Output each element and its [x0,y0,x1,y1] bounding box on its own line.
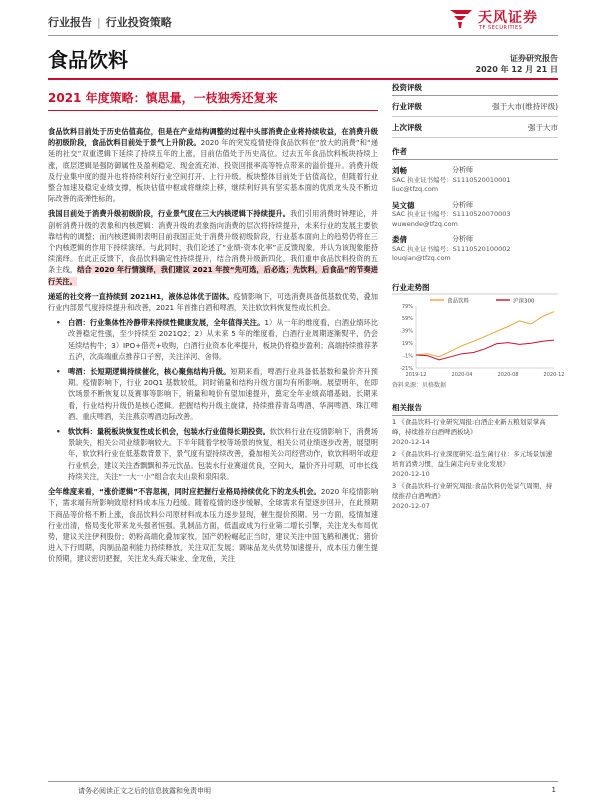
related-report-item[interactable] [392,449,558,479]
legend-label: 食品饮料 [447,298,470,305]
p1-lead: 食品饮料目前处于历史估值高位，但是在产业结构调整的过程中头部消费企业将持续收益，在消费升级的初级阶段，食品饮料目前处于景气上升阶段。 [48,127,378,148]
related-report-title[interactable]: 1 《食品饮料-行业研究周报:白酒企业新五粮划景掌高峰，持续推荐白酒啤酒板块》 [392,418,546,436]
industry-rating-row [392,96,558,117]
analyst-1 [392,166,558,195]
analyst-sac: SAC 执业证书编号：S1110520070003 [392,210,511,218]
series-line [416,312,554,357]
x-tick-label: 2020-12 [543,372,565,378]
y-tick-label: 19% [401,341,413,347]
b2-lead: 啤酒：长短期逻辑持续催化，核心聚焦结构升级。 [68,367,231,377]
bullet-soft-drinks [48,426,378,482]
related-report-item[interactable] [392,481,558,511]
p2-lead: 我国目前处于消费升级初级阶段，行业景气度在三大内核逻辑下持续提升。 [48,209,291,219]
y-tick-label: 79% [401,303,413,310]
y-tick-label: 39% [401,328,413,335]
y-tick-label: -21% [400,365,413,372]
sector-title: 食品饮料 [48,48,128,72]
report-category: 行业报告 | 行业投资策略 [48,16,172,29]
analyst-3 [392,235,558,264]
p2-highlight: 结合 2020 年行情演绎，我们建议 2021 年按“先可选，后必选；先饮料，后食品”的节奏进行关注。 [48,265,378,286]
p1-text: 2020 年的突发疫情使得食品饮料在“放大的消费”和“递延的社交”双重逻辑下延续了持续五年的上涨，目前估值处于历史高位。过去五年食品饮料板块持续上涨，底层逻辑是强防御属性及盈利稳定、现金流充沛、投资回报率高等特点带来的溢价提升。消费升级及行业集中度的提升也将持续利好行业空间打开、上行升级。板块整体目前处于估值高位，但随着行业整合加速及稳定业绩支撑，板块估值中枢或将继续上移，继续利好具有坚实基本面的优质龙头及不断边际改善的高弹性标的。 [48,138,378,204]
report-title: 2021 年度策略：慎思量，一枝独秀还复来 [48,91,278,105]
report-type: 证券研究报告 [510,54,558,63]
analyst-name: 吴文德 [392,200,415,210]
related-report-title[interactable]: 2 《食品饮料-行业深度研究:益生菌行业：多元场景加速培育消费习惯，益生菌走向专业化发展》 [392,450,553,468]
sidebar [392,78,558,264]
industry-rating-label: 行业评级 [392,102,422,111]
prev-rating-row [392,117,558,138]
related-reports-header: 相关报告 [392,402,558,416]
page-number: 1 [551,786,556,794]
bullet-dot-icon: • [56,367,61,377]
prev-rating-label: 上次评级 [392,123,422,132]
related-report-item[interactable] [392,417,558,447]
bullet-dot-icon: • [56,318,61,328]
analyst-sac: SAC 执业证书编号：S1110520100002 [392,244,511,253]
title-underline [48,110,378,111]
paragraph-2 [48,208,378,286]
y-tick-label: 59% [401,316,413,323]
chart-legend [430,297,535,305]
chart-x-axis [406,368,565,378]
paragraph-1 [48,126,378,204]
analyst-2 [392,201,558,230]
analysts-header: 作者 [392,146,558,160]
analyst-role: 分析师 [452,235,473,243]
footer-divider [48,781,558,782]
company-logo [448,6,558,36]
x-tick-label: 2019-12 [405,372,427,378]
industry-trend-chart [392,284,565,394]
chart-plot-area [416,312,554,360]
related-report-date: 2020-12-07 [392,502,430,510]
analyst-name: 刘畅 [392,166,407,175]
industry-rating-value: 强于大市(维持评级) [492,102,558,111]
b1-text: 1）从一年的维度看，白酒业绩环比改善稳定性强，至少持续至 2021Q2；2）从未来 5 年的维度看，白酒行业周期逐渐熨平，仍会延续结构牛；3）IPO+借壳+收购，白酒行业资本化率提升，板块仍将稳步盈利；高端持续推荐茅五泸，次高端重点推荐口子窖，关注洋河、舍得。 [68,318,378,361]
p4-text: 2020 年疫情影响下，需求端有所影响致原材料成本压力趋缓。随着疫情的逐步缓解，全球需求有望逐步回升，在此预期下商品等价格不断上涨，食品饮料公司原材料成本压力逐步显现，催生提价预期。另一方面，疫情加速行业出清，格局变化带来龙头强者恒强。乳制品方面，低温或成为行业第二增长引擎，关注龙头布局优势，建议关注伊利股份；奶粉高端化叠加家牧，国产奶粉崛起正当时，建议关注中国飞鹤和澳优；猪价进入下行周期，肉制品盈利能力持续释放，关注双汇发展；调味品龙头优势加速提升，成本压力催生提价预期，建议密切把握，关注龙头海天味业、金龙鱼，关注 [48,487,379,564]
category-industry-report: 行业报告 [48,16,92,29]
b3-lead: 软饮料：量税板块恢复性成长机会，包装水行业值得长期投资。 [68,427,270,437]
analyst-name: 娄倩 [392,235,407,244]
bullet-dot-icon: • [56,427,61,437]
paragraph-3 [48,291,378,313]
related-report-title[interactable]: 3 《食品饮料-行业研究周报:食品饮料仍处景气周期，持续推荐白酒啤酒》 [392,482,553,500]
analyst-email[interactable]: louqian@tfzq.com [392,254,451,262]
analyst-email[interactable]: wuwende@tfzq.com [392,219,458,228]
p3-text: 疫情影响下，可选消费具备低基数优势，叠加行业内部景气度持续提升和改善，2021 年首推白酒和啤酒，关注软饮料恢复性成长机会。 [48,291,378,313]
report-date: 2020 年 12 月 21 日 [475,65,558,74]
b2-text: 短期来看，啤酒行业具备低基数和量价齐升预期。疫情影响下，行业 20Q1 基数较低，同时销量和结构升级方面均有所影响。展望明年，在即饮场景不断恢复以及赛事等影响下，销量和吨价有望加速提升，奠定全年业绩高增基础。长期来看，行业结构升级仍是核心逻辑。把握结构升级主旋律，持续推荐青岛啤酒、华润啤酒、珠江啤酒、重庆啤酒，关注燕京啤酒边际改善。 [68,367,378,421]
y-tick-label: -1% [403,353,413,360]
bullet-beer [48,366,378,422]
analyst-email[interactable]: liuc@tfzq.com [392,185,439,193]
series-line [416,340,554,360]
p3-lead: 递延的社交将一直持续到 2021H1，液体总体优于固体。 [48,291,234,301]
main-body [48,126,378,569]
x-tick-label: 2020-04 [451,372,473,378]
logo-mark-icon [448,6,474,30]
b1-lead: 白酒：行业集体性冷静带来持续性健康发展，全年值得关注。 [68,318,265,328]
analyst-sac: SAC 执业证书编号：S1110520010001 [392,175,511,184]
analyst-role: 分析师 [452,200,473,209]
logo-text-cn: 天风证券 [478,10,538,26]
chart-y-axis [400,304,416,372]
paragraph-4 [48,486,378,564]
related-report-date: 2020-12-10 [392,470,430,478]
category-investment-strategy: 行业投资策略 [105,16,172,29]
chart-title: 行业走势图 [392,283,430,292]
bullet-baijiu [48,317,378,362]
p2-text: 我们引用消费时钟理论，并剖析消费升级的表象和内核逻辑：消费升级的表象指向消费的层次将持续提升，未来行业的发展主要依靠结构的调整；而内核逻辑则表明目前我国正处于消费升级初级阶段，行业基本面向上的趋势仍将在三个内核逻辑的作用下持续演绎。与此同时，我们论述了“业绩-资本化率”正反馈现象，并认为该现象能持续演绎。在此正反馈下，食品饮料确定性持续提升，结合消费升级新四化，我们重申食品饮料投资的五条主线， [48,209,378,275]
logo-text-en: TF SECURITIES [479,25,523,31]
disclaimer-notice: 请务必阅读正文之后的信息披露和免责申明 [78,787,211,795]
rating-header: 投资评级 [392,82,558,96]
x-tick-label: 2020-08 [497,372,519,378]
b3-text: 软饮料行业在疫情影响下，消费场景缺失，相关公司业绩影响较大。下半年随着学校等场景的恢复，相关公司业绩逐步改善，展望明年，软饮料行业在低基数背景下，景气度有望持续改善，叠加相关公司经营动作，软饮料明年或迎行业机会，建议关注香飘飘和养元饮品。包装水行业赛道优良，空间大，量价齐升可期，可申长线持续关注，关注“一大一小”组合农夫山泉和泉阳泉。 [68,427,378,481]
analyst-role: 分析师 [452,166,473,174]
related-reports-list [392,417,558,513]
chart-source: 资料来源：贝格数据 [392,382,447,389]
related-report-date: 2020-12-14 [392,438,430,446]
prev-rating-value: 强于大市 [528,123,558,132]
header-divider [48,35,558,36]
p4-lead: 全年维度来看，“涨价逻辑”不容忽视，同时应把握行业格局持续优化下的龙头机会。 [48,487,321,497]
legend-label: 沪深300 [513,298,535,305]
